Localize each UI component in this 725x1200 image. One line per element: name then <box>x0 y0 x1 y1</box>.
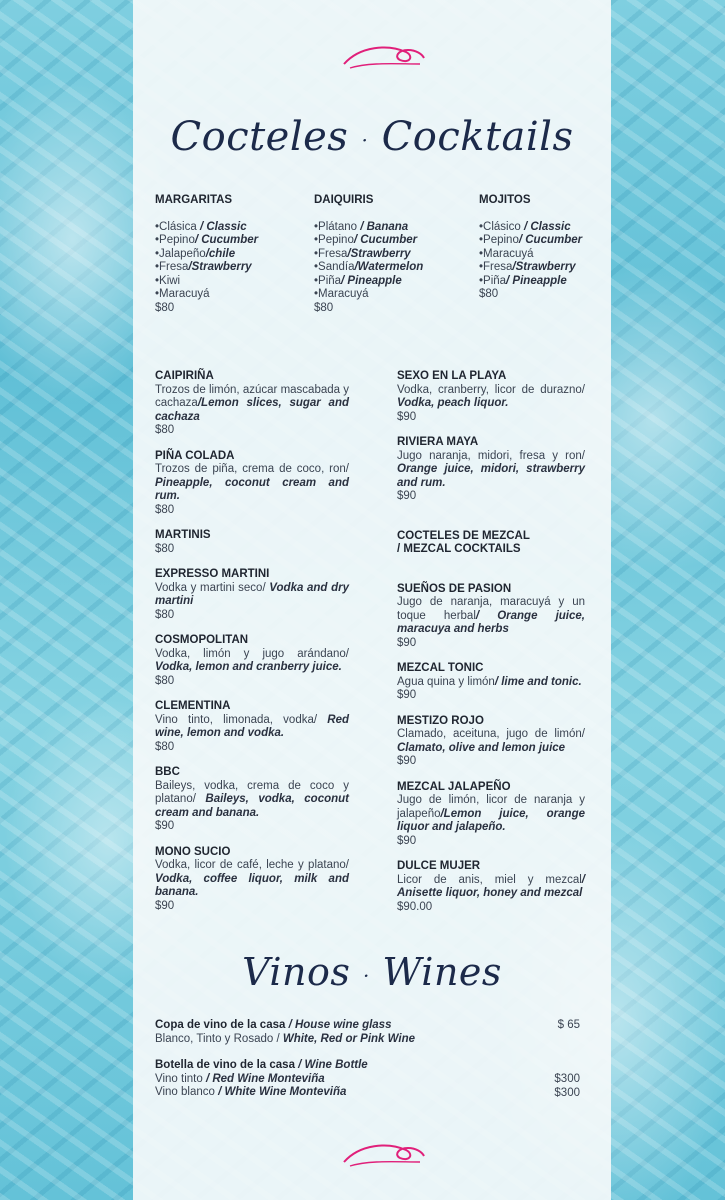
list-item: •Fresa/Strawberry <box>479 261 576 273</box>
menu-entry: EXPRESSO MARTINI Vodka y martini seco/ Vodka and dry martini $80 <box>155 568 349 621</box>
cocktails-title <box>133 114 611 160</box>
bottle-red-price: $300 <box>554 1073 580 1085</box>
house-wine-bottle: Botella de vino de la casa / Wine Bottle Vino tinto / Red Wine Monteviña Vino blanco / White Wine Monteviña <box>155 1059 368 1098</box>
list-item: •Clásico / Classic <box>479 220 571 233</box>
decorative-swirl-bottom <box>340 1140 426 1170</box>
list-item: •Clásica / Classic <box>155 220 247 233</box>
menu-entry: DULCE MUJER Licor de anis, miel y mezcal/ Anisette liquor, honey and mezcal $90.00 <box>397 860 585 913</box>
list-item: •Pepino/ Cucumber <box>314 234 418 246</box>
price: $80 <box>314 301 334 314</box>
menu-entry: BBC Baileys, vodka, crema de coco y platano/ Baileys, vodka, coconut cream and banana. $90 <box>155 766 349 832</box>
column-heading: MARGARITAS <box>155 194 233 206</box>
column-heading: MOJITOS <box>479 194 531 206</box>
title-separator: · <box>361 128 369 152</box>
menu-entry: MESTIZO ROJO Clamado, aceituna, jugo de limón/ Clamato, olive and lemon juice $90 <box>397 714 585 767</box>
menu-entry: COSMOPOLITAN Vodka, limón y jugo arándano/ Vodka, lemon and cranberry juice. $80 <box>155 634 349 687</box>
right-cocktail-list <box>397 370 585 926</box>
list-item: •Kiwi <box>155 274 181 287</box>
cocktails-title-en: Cocktails <box>381 114 574 160</box>
price: $80 <box>155 301 175 314</box>
list-item: •Piña/ Pineapple <box>314 274 402 287</box>
list-item: •Maracuyá <box>314 288 369 300</box>
title-separator: · <box>362 963 370 988</box>
menu-entry: PIÑA COLADA Trozos de piña, crema de coco, ron/ Pineapple, coconut cream and rum. $80 <box>155 449 349 516</box>
list-item: •Plátano / Banana <box>314 220 409 233</box>
menu-entry: MARTINIS $80 <box>155 529 211 555</box>
list-item: •Fresa/Strawberry <box>155 261 252 273</box>
price: $80 <box>479 288 499 300</box>
menu-entry: CAIPIRIÑA Trozos de limón, azúcar mascabada y cachaza/Lemon slices, sugar and cachaza $80 <box>155 370 349 436</box>
menu-entry: RIVIERA MAYA Jugo naranja, midori, fresa y ron/ Orange juice, midori, strawberry and rum. $90 <box>397 436 585 502</box>
left-cocktail-list <box>155 370 349 925</box>
margaritas-column <box>155 194 258 315</box>
list-item: •Sandía/Watermelon <box>314 261 424 273</box>
wines-title-es: Vinos <box>242 950 351 994</box>
house-wine-glass: Copa de vino de la casa / House wine glass Blanco, Tinto y Rosado / White, Red or Pink Wine <box>155 1019 416 1045</box>
list-item: •Pepino/ Cucumber <box>479 234 583 246</box>
menu-entry: SEXO EN LA PLAYA Vodka, cranberry, licor de durazno/ Vodka, peach liquor. $90 <box>397 370 585 423</box>
decorative-swirl-top <box>340 42 426 72</box>
list-item: •Fresa/Strawberry <box>314 247 411 260</box>
wines-title-en: Wines <box>382 950 502 994</box>
menu-entry: SUEÑOS DE PASION Jugo de naranja, maracuyá y un toque herbal/ Orange juice, maracuya and herbs $90 <box>397 582 585 649</box>
menu-entry: MEZCAL JALAPEÑO Jugo de limón, licor de naranja y jalapeño/Lemon juice, orange liquor and jalapeño. $90 <box>397 780 585 847</box>
menu-entry: MONO SUCIO Vodka, licor de café, leche y platano/ Vodka, coffee liquor, milk and banana. $90 <box>155 845 349 912</box>
menu-entry: MEZCAL TONIC Agua quina y limón/ lime and tonic. $90 <box>397 662 582 701</box>
wines-title <box>133 950 611 994</box>
mezcal-section-heading: COCTELES DE MEZCAL / MEZCAL COCKTAILS <box>397 529 530 555</box>
glass-price: $ 65 <box>557 1019 580 1031</box>
list-item: •Maracuyá <box>479 247 534 260</box>
bottle-white-price: $300 <box>554 1086 580 1099</box>
cocktails-title-es: Cocteles <box>170 114 349 160</box>
list-item: •Pepino/ Cucumber <box>155 234 259 246</box>
list-item: •Jalapeño/chile <box>155 247 236 260</box>
daiquiris-column <box>314 194 423 315</box>
bottle-prices <box>540 1073 580 1100</box>
list-item: •Maracuyá <box>155 288 210 300</box>
column-heading: DAIQUIRIS <box>314 194 374 206</box>
list-item: •Piña/ Pineapple <box>479 274 567 287</box>
menu-entry: CLEMENTINA Vino tinto, limonada, vodka/ Red wine, lemon and vodka. $80 <box>155 700 349 753</box>
mojitos-column <box>479 194 582 302</box>
